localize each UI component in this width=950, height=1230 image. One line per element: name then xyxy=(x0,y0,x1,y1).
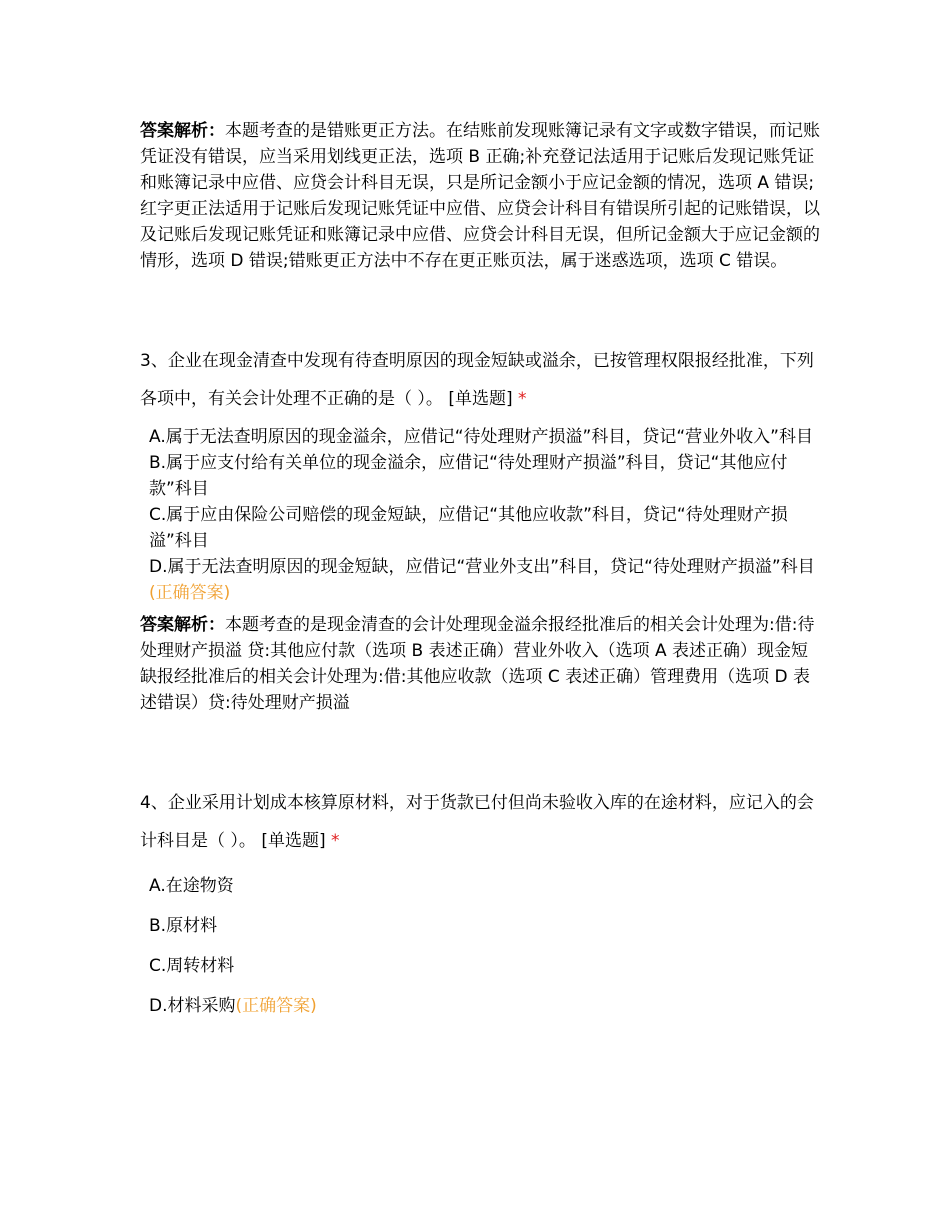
answer-analysis-q3 xyxy=(140,612,820,716)
answer-analysis-q2 xyxy=(140,118,820,274)
option-text: B.属于应支付给有关单位的现金溢余，应借记“待处理财产损溢”科目，贷记“其他应付款”科目 xyxy=(149,453,788,499)
document-page xyxy=(140,118,820,1026)
option-c[interactable] xyxy=(149,502,820,554)
question-stem xyxy=(140,342,820,418)
question-text: 4、企业采用计划成本核算原材料，对于货款已付但尚未验收入库的在途材料，应记入的会计科目是（ ）。 xyxy=(140,793,814,851)
options-list xyxy=(149,866,820,1026)
option-a[interactable] xyxy=(149,866,820,906)
analysis-text: 本题考查的是错账更正方法。在结账前发现账簿记录有文字或数字错误，而记账凭证没有错误，应当采用划线更正法，选项 B 正确;补充登记法适用于记账后发现记账凭证和账簿记录中应借、应贷会计科目无误，只是所记金额小于应记金额的情况，选项 A 错误;红字更正法适用于记账后发现记账凭证中应借、应贷会计科目有错误所引起的记账错误，以及记账后发现记账凭证和账簿记录中应借、应贷会计科目无误，但所记金额大于应记金额的情形，选项 D 错误;错账更正方法中不存在更正账页法，属于迷惑选项，选项 C 错误。 xyxy=(140,121,820,271)
analysis-label: 答案解析： xyxy=(140,121,225,141)
question-3 xyxy=(140,342,820,606)
option-a[interactable] xyxy=(149,424,820,450)
options-list xyxy=(149,424,820,606)
option-b[interactable] xyxy=(149,906,820,946)
required-star: * xyxy=(517,389,527,409)
question-4 xyxy=(140,784,820,1026)
option-text: D.属于无法查明原因的现金短缺，应借记“营业外支出”科目，贷记“待处理财产损溢”科目 xyxy=(149,557,815,577)
analysis-label: 答案解析： xyxy=(140,615,225,635)
analysis-text: 本题考查的是现金清查的会计处理现金溢余报经批准后的相关会计处理为:借:待处理财产损溢 贷:其他应付款（选项 B 表述正确）营业外收入（选项 A 表述正确）现金短缺报经批准后的相关会计处理为:借:其他应收款（选项 C 表述正确）管理费用（选项 D 表述错误）贷:待处理财产损溢 xyxy=(140,615,815,713)
option-text: A.在途物资 xyxy=(149,876,234,896)
correct-answer-mark: (正确答案) xyxy=(149,583,231,603)
question-type: [单选题] xyxy=(448,389,513,409)
question-text: 3、企业在现金清查中发现有待查明原因的现金短缺或溢余，已按管理权限报经批准，下列各项中，有关会计处理不正确的是（ ）。 xyxy=(140,351,814,409)
required-star: * xyxy=(330,831,340,851)
question-stem xyxy=(140,784,820,860)
option-text: C.周转材料 xyxy=(149,956,235,976)
correct-answer-mark: (正确答案) xyxy=(235,996,317,1016)
option-c[interactable] xyxy=(149,946,820,986)
option-text: B.原材料 xyxy=(149,916,218,936)
option-text: C.属于应由保险公司赔偿的现金短缺，应借记“其他应收款”科目，贷记“待处理财产损溢”科目 xyxy=(149,505,788,551)
option-text: D.材料采购 xyxy=(149,996,236,1016)
option-b[interactable] xyxy=(149,450,820,502)
option-d[interactable] xyxy=(149,986,820,1026)
option-text: A.属于无法查明原因的现金溢余，应借记“待处理财产损溢”科目，贷记“营业外收入”科目 xyxy=(149,427,813,447)
option-d[interactable] xyxy=(149,554,820,606)
question-type: [单选题] xyxy=(261,831,326,851)
